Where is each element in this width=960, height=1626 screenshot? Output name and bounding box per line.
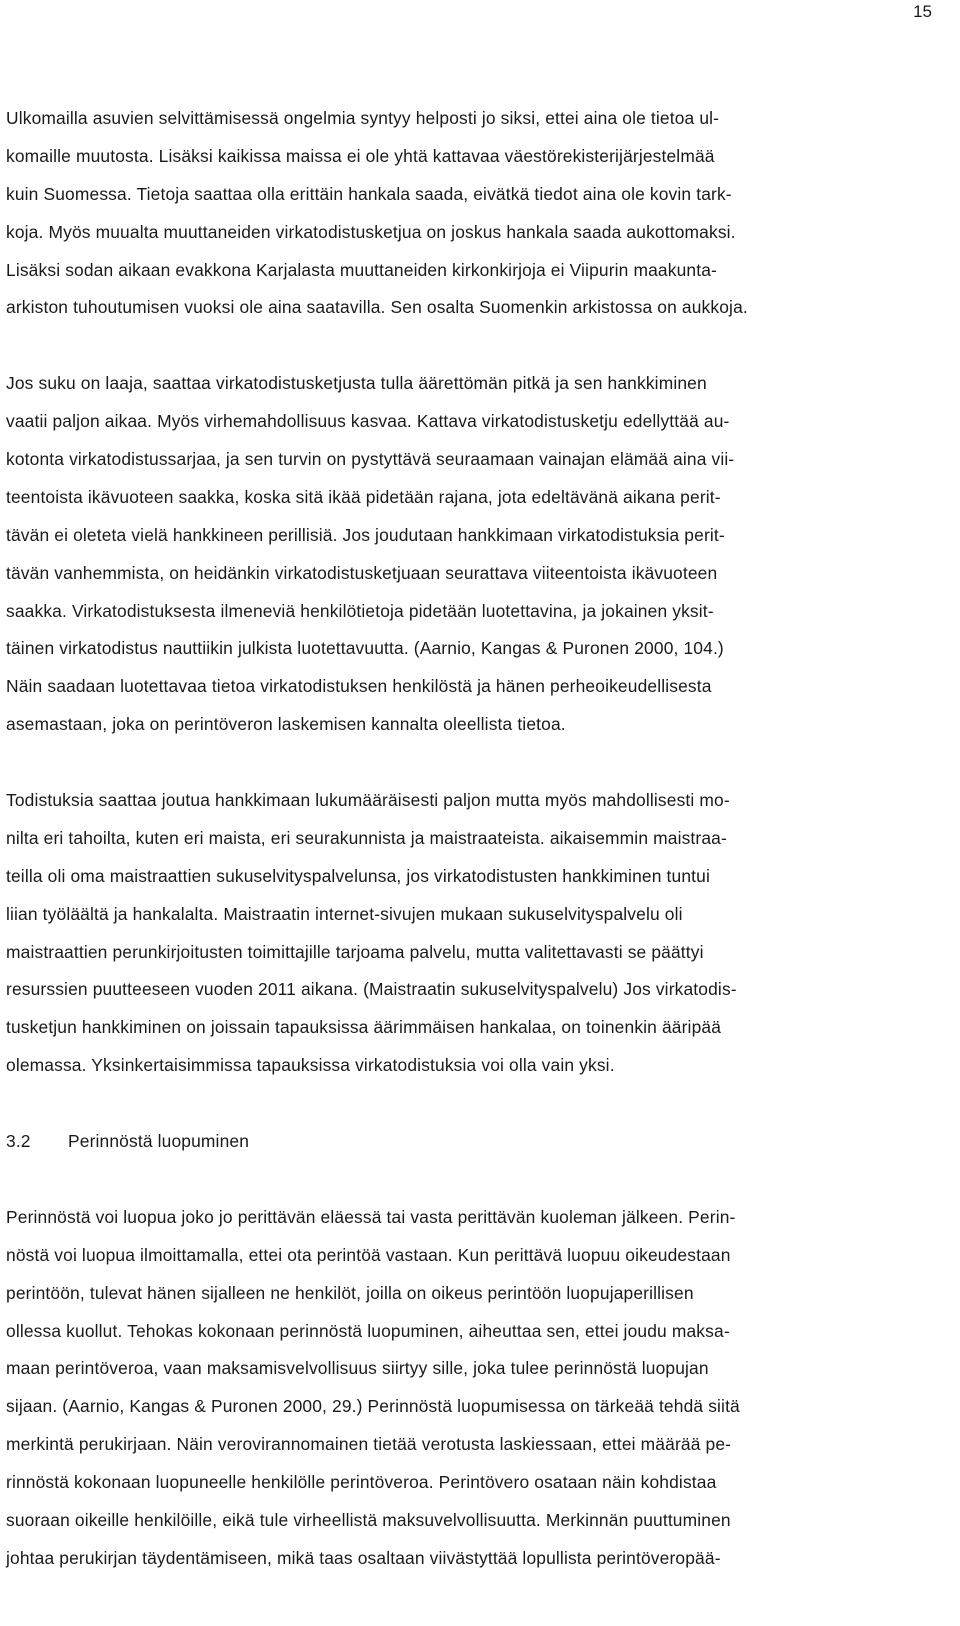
text-line: komaille muutosta. Lisäksi kaikissa maissa ei ole yhtä kattavaa väestörekisterijärjestelmää [6, 145, 715, 166]
text-line: Jos suku on laaja, saattaa virkatodistusketjusta tulla äärettömän pitkä ja sen hankkiminen [6, 373, 707, 394]
text-line: tävän ei oleteta vielä hankkineen perillisiä. Jos joudutaan hankkimaan virkatodistuksia perit- [6, 524, 725, 545]
text-line: nilta eri tahoilta, kuten eri maista, eri seurakunnista ja maistraateista. aikaisemmin maistraa- [6, 827, 727, 848]
paragraph-2 [6, 365, 936, 744]
text-line: resurssien puutteeseen vuoden 2011 aikana. (Maistraatin sukuselvityspalvelu) Jos virkatodis- [6, 979, 737, 1000]
section-number: 3.2 [6, 1131, 31, 1152]
text-line: perintöön, tulevat hänen sijalleen ne henkilöt, joilla on oikeus perintöön luopujaperillisen [6, 1282, 694, 1303]
text-line: Todistuksia saattaa joutua hankkimaan lukumääräisesti paljon mutta myös mahdollisesti mo- [6, 790, 730, 811]
text-line: maan perintöveroa, vaan maksamisvelvollisuus siirtyy sille, joka tulee perinnöstä luopujan [6, 1358, 709, 1379]
text-line: merkintä perukirjaan. Näin verovirannomainen tietää verotusta laskiessaan, ettei määrää pe- [6, 1434, 732, 1455]
text-line: Perinnöstä voi luopua joko jo perittävän eläessä tai vasta perittävän kuoleman jälkeen. Perin- [6, 1206, 736, 1227]
text-line: ollessa kuollut. Tehokas kokonaan perinnöstä luopuminen, aiheuttaa sen, ettei joudu maksa- [6, 1320, 730, 1341]
paragraph-3 [6, 782, 936, 1085]
text-line: Lisäksi sodan aikaan evakkona Karjalasta muuttaneiden kirkonkirjoja ei Viipurin maakunta- [6, 259, 717, 280]
text-line: saakka. Virkatodistuksesta ilmeneviä henkilötietoja pidetään luotettavina, ja jokainen yksit- [6, 600, 714, 621]
document-body [6, 100, 936, 1578]
paragraph-1 [6, 100, 936, 327]
section-heading [6, 1123, 936, 1161]
text-line: kuin Suomessa. Tietoja saattaa olla erittäin hankala saada, eivätkä tiedot aina ole kovin tark- [6, 183, 732, 204]
text-line: suoraan oikeille henkilöille, eikä tule virheellistä maksuvelvollisuutta. Merkinnän puuttuminen [6, 1509, 731, 1530]
text-line: koja. Myös muualta muuttaneiden virkatodistusketjua on joskus hankala saada aukottomaksi. [6, 221, 736, 242]
paragraph-4 [6, 1199, 936, 1578]
text-line: teentoista ikävuoteen saakka, koska sitä ikää pidetään rajana, jota edeltävänä aikana perit- [6, 486, 721, 507]
text-line: liian työläältä ja hankalalta. Maistraatin internet-sivujen mukaan sukuselvityspalvelu oli [6, 903, 683, 924]
page-number: 15 [913, 2, 932, 21]
text-line: maistraattien perunkirjoitusten toimittajille tarjoama palvelu, mutta valitettavasti se päättyi [6, 941, 704, 962]
text-line: sijaan. (Aarnio, Kangas & Puronen 2000, 29.) Perinnöstä luopumisessa on tärkeää tehdä siitä [6, 1396, 740, 1417]
text-line: johtaa perukirjan täydentämiseen, mikä taas osaltaan viivästyttää lopullista perintöveropää- [6, 1547, 721, 1568]
text-line: vaatii paljon aikaa. Myös virhemahdollisuus kasvaa. Kattava virkatodistusketju edellyttää au- [6, 411, 730, 432]
text-line: olemassa. Yksinkertaisimmissa tapauksissa virkatodistuksia voi olla vain yksi. [6, 1055, 615, 1076]
text-line: tusketjun hankkiminen on joissain tapauksissa äärimmäisen hankalaa, on toinenkin ääripää [6, 1017, 722, 1038]
text-line: rinnöstä kokonaan luopuneelle henkilölle perintöveroa. Perintövero osataan näin kohdistaa [6, 1472, 717, 1493]
section-title: Perinnöstä luopuminen [68, 1131, 250, 1152]
text-line: asemastaan, joka on perintöveron laskemisen kannalta oleellista tietoa. [6, 714, 566, 735]
text-line: nöstä voi luopua ilmoittamalla, ettei ota perintöä vastaan. Kun perittävä luopuu oikeudestaan [6, 1244, 731, 1265]
text-line: Ulkomailla asuvien selvittämisessä ongelmia syntyy helposti jo siksi, ettei aina ole tietoa ul- [6, 108, 720, 128]
text-line: tävän vanhemmista, on heidänkin virkatodistusketjuaan seurattava viiteentoista ikävuoteen [6, 562, 718, 583]
text-line: Näin saadaan luotettavaa tietoa virkatodistuksen henkilöstä ja hänen perheoikeudellisesta [6, 676, 712, 697]
text-line: kotonta virkatodistussarjaa, ja sen turvin on pystyttävä seuraamaan vainajan elämää aina vii- [6, 449, 735, 470]
text-line: täinen virkatodistus nauttiikin julkista luotettavuutta. (Aarnio, Kangas & Puronen 2000, 104.) [6, 638, 724, 659]
text-line: arkiston tuhoutumisen vuoksi ole aina saatavilla. Sen osalta Suomenkin arkistossa on aukkoja. [6, 297, 748, 318]
text-line: teilla oli oma maistraattien sukuselvityspalvelunsa, jos virkatodistusten hankkiminen tuntui [6, 865, 710, 886]
